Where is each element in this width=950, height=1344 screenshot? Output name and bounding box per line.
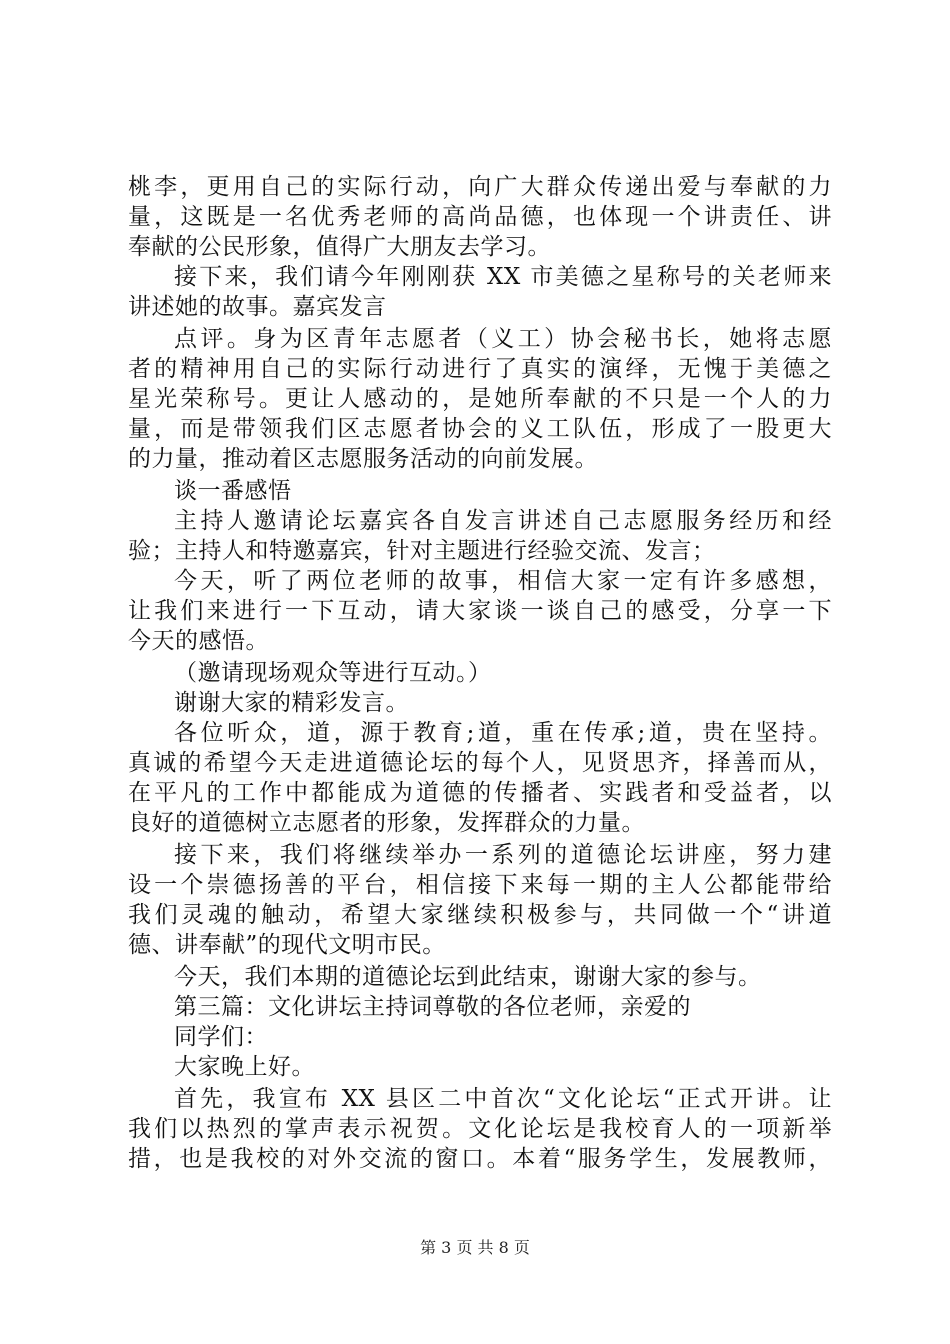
text-line: 今天，听了两位老师的故事，相信大家一定有许多感想， [174, 568, 832, 594]
text-line: 星光荣称号。更让人感动的，是她所奉献的不只是一个人的力 [128, 386, 832, 412]
text-line: 主持人邀请论坛嘉宾各自发言讲述自己志愿服务经历和经 [174, 508, 832, 534]
text-line: 同学们： [174, 1024, 268, 1050]
page-number-footer: 第 3 页 共 8 页 [420, 1238, 530, 1257]
text-line: 在平凡的工作中都能成为道德的传播者、实践者和受益者，以 [128, 780, 832, 806]
text-line: 让我们来进行一下互动，请大家谈一谈自己的感受，分享一下 [128, 598, 832, 624]
text-line: 措，也是我校的对外交流的窗口。本着“服务学生，发展教师， [128, 1146, 832, 1172]
text-line: 验；主持人和特邀嘉宾，针对主题进行经验交流、发言； [128, 538, 716, 564]
text-line: 者的精神用自己的实际行动进行了真实的演绎，无愧于美德之 [128, 356, 832, 382]
text-line: 的力量，推动着区志愿服务活动的向前发展。 [128, 446, 598, 472]
text-line: 我们灵魂的触动，希望大家继续积极参与，共同做一个“讲道 [128, 902, 832, 928]
text-line: 我们以热烈的掌声表示祝贺。文化论坛是我校育人的一项新举 [128, 1116, 832, 1142]
text-line: 良好的道德树立志愿者的形象，发挥群众的力量。 [128, 810, 645, 836]
text-line: 讲述她的故事。嘉宾发言 [128, 294, 387, 320]
text-line: 德、讲奉献”的现代文明市民。 [128, 932, 446, 958]
text-line: 设一个崇德扬善的平台，相信接下来每一期的主人公都能带给 [128, 872, 832, 898]
text-line: 量，这既是一名优秀老师的高尚品德，也体现一个讲责任、讲 [128, 204, 832, 230]
text-line: 真诚的希望今天走进道德论坛的每个人，见贤思齐，择善而从， [128, 750, 832, 776]
text-line: 今天，我们本期的道德论坛到此结束，谢谢大家的参与。 [174, 964, 762, 990]
text-line: 奉献的公民形象，值得广大朋友去学习。 [128, 234, 551, 260]
text-line: 首先，我宣布 XX 县区二中首次“文化论坛“正式开讲。让 [174, 1086, 832, 1112]
text-line: 各位听众，道，源于教育;道，重在传承;道，贵在坚持。 [174, 720, 832, 746]
text-line: 第三篇：文化讲坛主持词尊敬的各位老师，亲爱的 [174, 994, 691, 1020]
text-line: 谢谢大家的精彩发言。 [174, 690, 409, 716]
text-line: 量，而是带领我们区志愿者协会的义工队伍，形成了一股更大 [128, 416, 832, 442]
text-line: 大家晚上好。 [174, 1054, 315, 1080]
text-line: （邀请现场观众等进行互动。） [174, 660, 492, 686]
text-line: 接下来，我们将继续举办一系列的道德论坛讲座，努力建 [174, 842, 832, 868]
text-line: 桃李，更用自己的实际行动，向广大群众传递出爱与奉献的力 [128, 174, 832, 200]
text-line: 点评。身为区青年志愿者（义工）协会秘书长，她将志愿 [174, 326, 832, 352]
text-line: 今天的感悟。 [128, 628, 269, 654]
text-line: 谈一番感悟 [174, 478, 292, 504]
text-line: 接下来，我们请今年刚刚获 XX 市美德之星称号的关老师来 [174, 264, 832, 290]
